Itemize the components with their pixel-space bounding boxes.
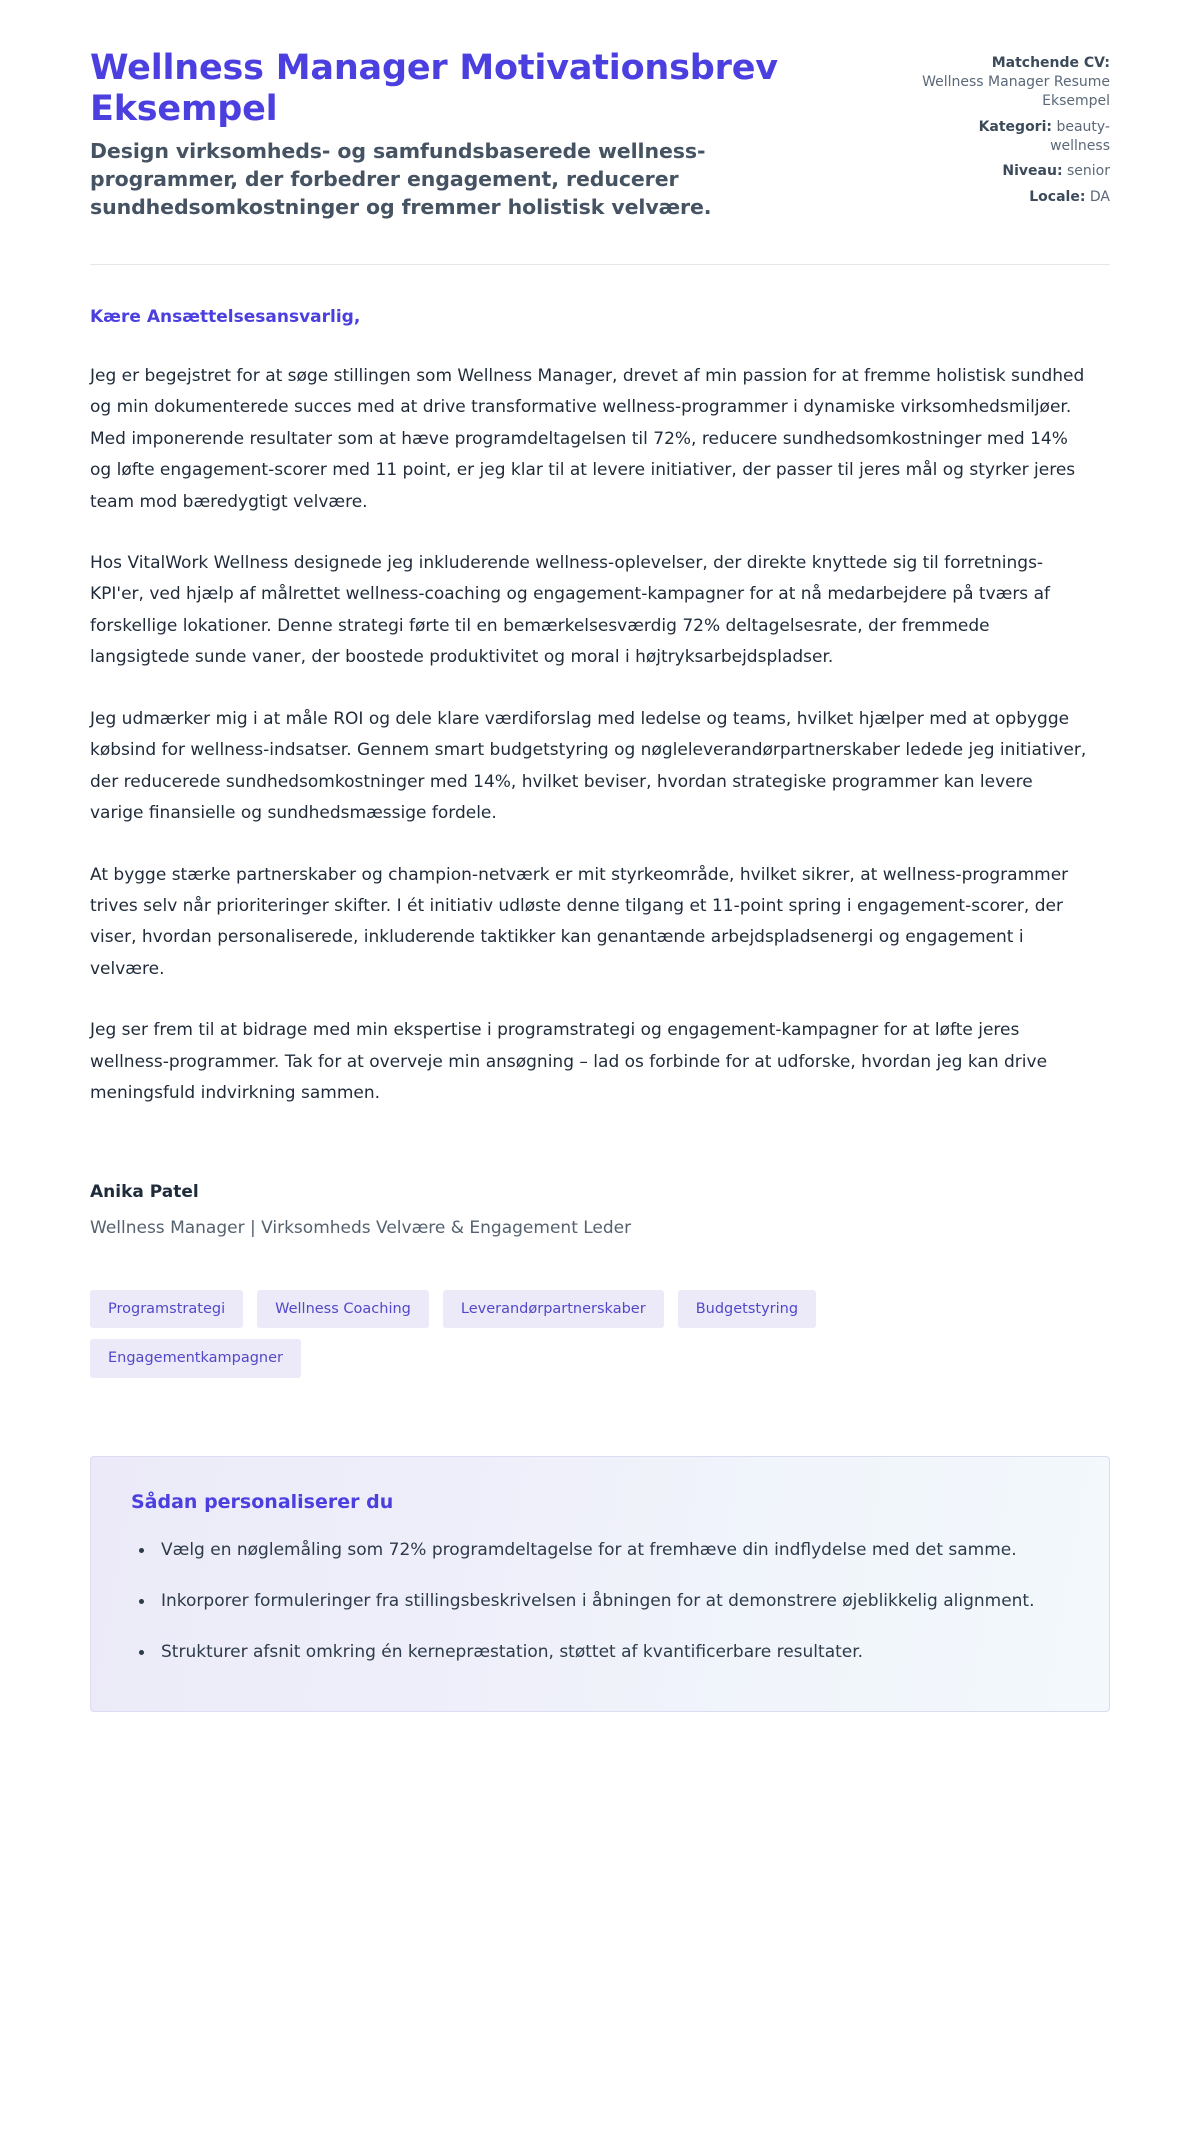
letter-paragraph: At bygge stærke partnerskaber og champion-netværk er mit styrkeområde, hvilket sikrer, at wellness-programmer trives selv når prioriteringer skifter. I ét initiativ udløste denne tilgang et 11-point spring i engagement-scorer, der viser, hvordan personaliserede, inkluderende taktikker kan genantænde arbejdspladsenergi og engagement i velvære.	[90, 864, 1069, 979]
meta-category-value: beauty-wellness	[1050, 118, 1110, 154]
skill-tag[interactable]: Leverandørpartnerskaber	[443, 1290, 664, 1329]
page-subtitle: Design virksomheds- og samfundsbaserede wellness-programmer, der forbedrer engagement, reducerer sundhedsomkostninger og fremmer holistisk velvære.	[90, 139, 712, 219]
callout-tip-list	[131, 1535, 1069, 1668]
skill-tag[interactable]: Budgetstyring	[678, 1290, 816, 1329]
header-title-block	[90, 48, 825, 222]
callout-tip-item: Strukturer afsnit omkring én kernepræstation, støttet af kvantificerbare resultater.	[157, 1637, 1069, 1667]
meta-level-value: senior	[1067, 163, 1110, 180]
page-header	[90, 48, 1110, 222]
meta-matching-resume-value[interactable]: Wellness Manager Resume Eksempel	[922, 73, 1110, 109]
letter-paragraph: Jeg ser frem til at bidrage med min ekspertise i programstrategi og engagement-kampagner for at løfte jeres wellness-programmer. Tak for at overveje min ansøgning – lad os forbinde for at udforske, hvordan jeg kan drive meningsfuld indvirkning sammen.	[90, 1020, 1048, 1104]
meta-matching-resume-label: Matchende CV:	[991, 55, 1110, 71]
callout-tip-item: Vælg en nøglemåling som 72% programdeltagelse for at fremhæve din indflydelse med det samme.	[157, 1535, 1069, 1565]
page-title: Wellness Manager Motivationsbrev Eksempel	[90, 48, 778, 129]
signature-block	[90, 1182, 1110, 1238]
personalization-callout	[90, 1456, 1110, 1713]
meta-level	[922, 162, 1110, 181]
skill-tag-list	[90, 1290, 890, 1378]
signature-name: Anika Patel	[90, 1181, 199, 1202]
meta-category	[922, 118, 1110, 156]
meta-locale	[922, 188, 1110, 207]
document-metadata	[922, 48, 1110, 207]
meta-matching-resume	[922, 54, 1110, 111]
page-content	[90, 0, 1110, 1712]
salutation: Kære Ansættelsesansvarlig,	[90, 306, 361, 327]
meta-level-label: Niveau:	[1002, 163, 1063, 180]
skill-tag[interactable]: Engagementkampagner	[90, 1339, 301, 1378]
cover-letter-body	[90, 265, 1110, 1110]
letter-paragraph: Jeg er begejstret for at søge stillingen som Wellness Manager, drevet af min passion for at fremme holistisk sundhed og min dokumenterede succes med at drive transformative wellness-programmer i dynamiske virksomhedsmiljøer. Med imponerende resultater som at hæve programdeltagelsen til 72%, reducere sundhedsomkostninger med 14% og løfte engagement-scorer med 11 point, er jeg klar til at levere initiativer, der passer til jeres mål og styrker jeres team mod bæredygtigt velvære.	[90, 365, 1085, 512]
callout-tip-item: Inkorporer formuleringer fra stillingsbeskrivelsen i åbningen for at demonstrere øjeblikkelig alignment.	[157, 1586, 1069, 1616]
signature-role: Wellness Manager | Virksomheds Velvære & Engagement Leder	[90, 1217, 632, 1238]
callout-title: Sådan personaliserer du	[131, 1490, 394, 1513]
meta-category-label: Kategori:	[978, 118, 1052, 135]
meta-locale-label: Locale:	[1029, 189, 1086, 206]
letter-paragraph: Hos VitalWork Wellness designede jeg inkluderende wellness-oplevelser, der direkte knyttede sig til forretnings-KPI'er, ved hjælp af målrettet wellness-coaching og engagement-kampagner for at nå medarbejdere på tværs af forskellige lokationer. Denne strategi førte til en bemærkelsesværdig 72% deltagelsesrate, der fremmede langsigtede sunde vaner, der boostede produktivitet og moral i højtryksarbejdspladser.	[90, 553, 1050, 668]
letter-paragraph: Jeg udmærker mig i at måle ROI og dele klare værdiforslag med ledelse og teams, hvilket hjælper med at opbygge købsind for wellness-indsatser. Gennem smart budgetstyring og nøgleleverandørpartnerskaber ledede jeg initiativer, der reducerede sundhedsomkostninger med 14%, hvilket beviser, hvordan strategiske programmer kan levere varige finansielle og sundhedsmæssige fordele.	[90, 708, 1087, 824]
skill-tag[interactable]: Wellness Coaching	[257, 1290, 429, 1329]
meta-locale-value: DA	[1089, 189, 1110, 206]
skill-tag[interactable]: Programstrategi	[90, 1290, 243, 1329]
